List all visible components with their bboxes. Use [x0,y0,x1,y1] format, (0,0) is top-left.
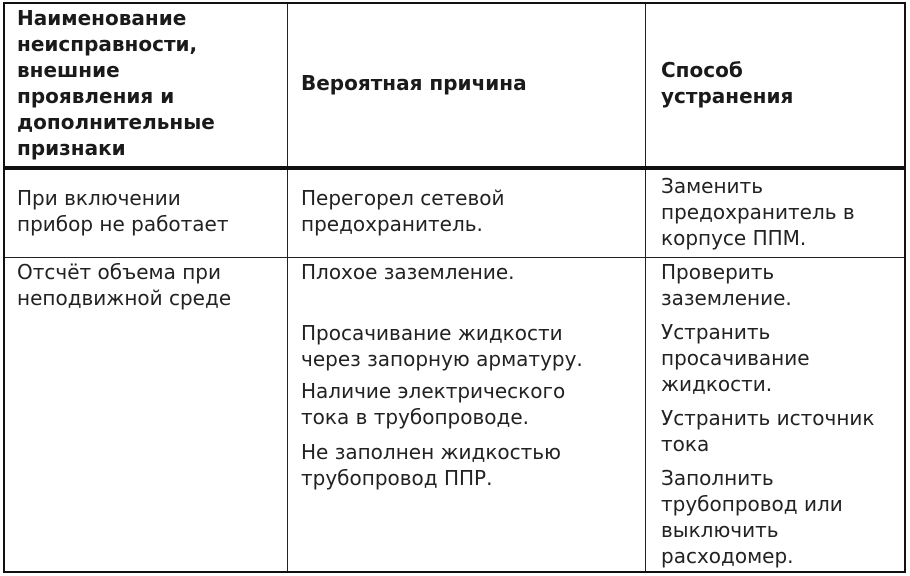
cause-item [301,259,515,285]
column-divider-1 [287,4,288,571]
cause-item [301,439,561,491]
text-line: Проверить [661,260,775,284]
text-line: Устранить источник [661,406,875,430]
text-line: Заменить [661,174,763,198]
header-line: проявления и [17,84,175,108]
row1-remedy [661,173,855,251]
text-line: расходомер. [661,544,794,568]
cause-item [301,320,583,372]
row2-malfunction [17,259,231,311]
header-line: признаки [17,136,126,160]
text-line: через запорную арматуру. [301,347,583,371]
remedy-item [661,259,792,311]
cause-item [301,378,565,430]
malfunction-table [3,2,906,573]
text-line: трубопровод ППР. [301,466,493,490]
text-line: При включении [17,186,181,210]
text-line: Заполнить [661,466,774,490]
text-line: корпусе ППМ. [661,226,807,250]
text-line: Просачивание жидкости [301,321,563,345]
header-cell-remedy [661,57,793,109]
text-line: Отсчёт объема при [17,260,221,284]
text-line: тока в трубопроводе. [301,405,529,429]
header-cell-cause [301,70,527,96]
header-line: Способ [661,58,743,82]
text-line: жидкости. [661,372,773,396]
row1-cause [301,185,505,237]
text-line: предохранитель в [661,200,855,224]
text-line: выключить [661,518,779,542]
text-line: трубопровод или [661,492,843,516]
text-line: Перегорел сетевой [301,186,505,210]
header-line: внешние [17,58,120,82]
text-line: просачивание [661,346,810,370]
remedy-item [661,319,810,397]
row1-malfunction [17,185,229,237]
text-line: Устранить [661,320,771,344]
header-line: дополнительные [17,110,215,134]
header-line: неисправности, [17,32,198,56]
header-line: Наименование [17,6,187,30]
remedy-item [661,465,843,569]
text-line: тока [661,432,710,456]
text-line: неподвижной среде [17,286,232,310]
text-line: заземление. [661,286,792,310]
header-divider [5,166,904,170]
remedy-item [661,405,875,457]
text-line: предохранитель. [301,212,483,236]
header-line: устранения [661,84,794,108]
header-cell-malfunction [17,5,215,161]
header-line: Вероятная причина [301,71,527,95]
text-line: прибор не работает [17,212,229,236]
text-line: Наличие электрического [301,379,566,403]
text-line: Не заполнен жидкостью [301,440,561,464]
row-divider [5,257,904,258]
column-divider-2 [645,4,646,571]
text-line: Плохое заземление. [301,260,515,284]
